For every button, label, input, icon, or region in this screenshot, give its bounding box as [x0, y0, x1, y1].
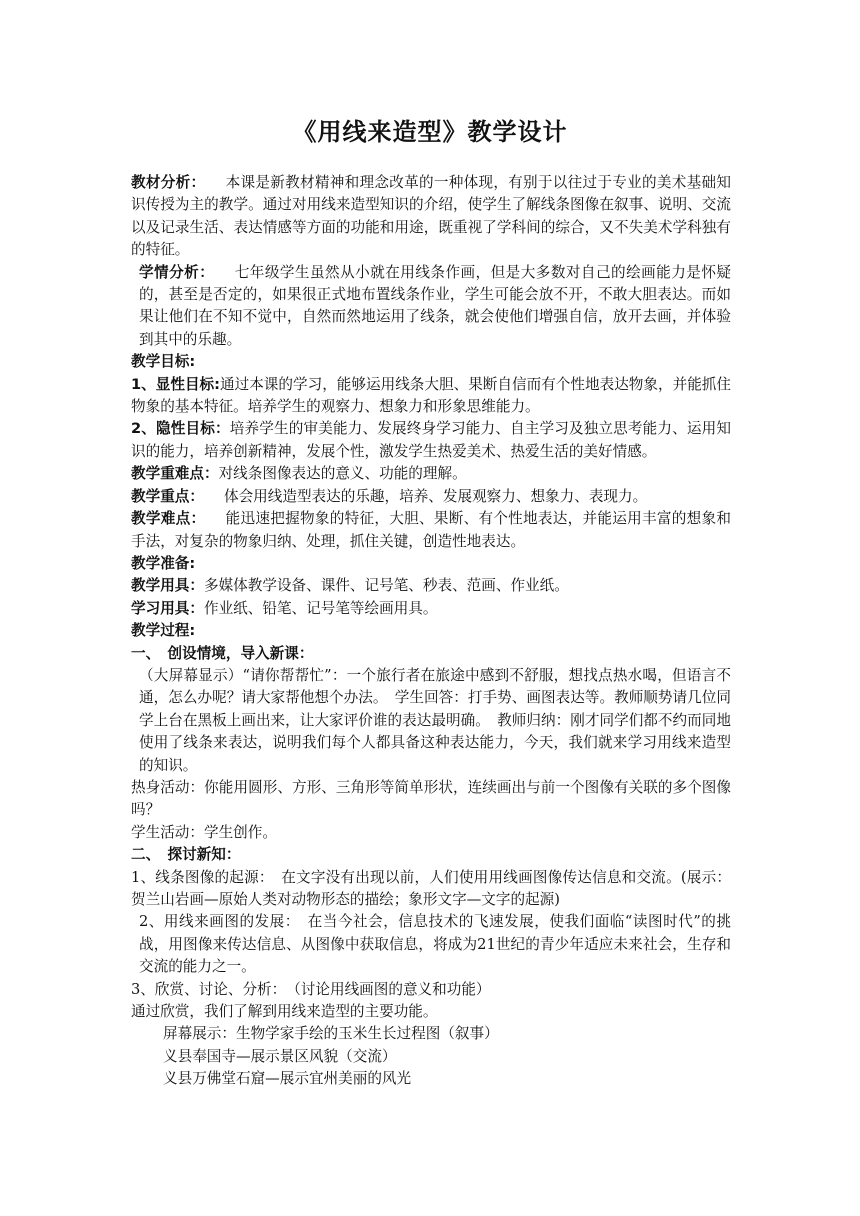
study-tools-text: 作业纸、铅笔、记号笔等绘画用具。 [203, 599, 438, 617]
student-activity: 学生活动：学生创作。 [131, 823, 277, 841]
analysis-paragraph [131, 172, 731, 262]
study-tools-label: 学习用具： [131, 599, 204, 617]
item-origin: 1、线条图像的起源： 在文字没有出现以前，人们使用用线画图像传达信息和交流。(展示：贺兰山岩画—原始人类对动物形态的描绘；象形文字—文字的起源) [131, 868, 731, 908]
key-difficult-text: 对线条图像表达的意义、功能的理解。 [218, 465, 467, 483]
difficult-paragraph [131, 508, 731, 553]
learner-text: 七年级学生虽然从小就在用线条作画，但是大多数对自己的绘画能力是怀疑的，甚至是否定的，如果很正式地布置线条作业，学生可能会放不开，不敢大胆表达。而如果让他们在不知不觉中，自然而然地运用了线条，就会使他们增强自信，放开去画，并体验到其中的乐趣。 [139, 263, 731, 348]
key-difficult-paragraph [131, 463, 731, 485]
teaching-tools [131, 575, 731, 597]
study-tools [131, 598, 731, 620]
learner-label: 学情分析： [139, 263, 215, 281]
analysis-text: 本课是新教材精神和理念改革的一种体现，有别于以往过于专业的美术基础知识传授为主的教学。通过对用线来造型知识的介绍，使学生了解线条图像在叙事、说明、交流以及记录生活、表达情感等方面的功能和用途，既重视了学科间的综合，又不失美术学科独有的特征。 [131, 174, 731, 259]
part1-text: （大屏幕显示）“请你帮帮忙”：一个旅行者在旅途中感到不舒服，想找点热水喝，但语言不通，怎么办呢？请大家帮他想个办法。 学生回答：打手势、画图表达等。教师顺势请几位同学上台在黑板上画出来，让大家评价谁的表达最明确。 教师归纳：刚才同学们都不约而同地使用了线条来表达，说明我们每个人都具备这种表达能力，今天，我们就来学习用线来造型的知识。 [139, 666, 731, 774]
implicit-goal [131, 418, 731, 463]
explicit-goal [131, 374, 731, 419]
key-paragraph [131, 486, 731, 508]
warmup-activity: 热身活动：你能用圆形、方形、三角形等简单形状，连续画出与前一个图像有关联的多个图像吗？ [131, 778, 731, 819]
difficult-text: 能迅速把握物象的特征，大胆、果断、有个性地表达，并能运用丰富的想象和手法，对复杂的物象归纳、处理，抓住关键，创造性地表达。 [131, 510, 731, 550]
document-body [131, 172, 731, 1091]
page-title: 《用线来造型》教学设计 [292, 118, 568, 146]
item-development: 2、用线来画图的发展： 在当今社会，信息技术的飞速发展，使我们面临“读图时代”的挑战，用图像来传达信息、从图像中获取信息，将成为21世纪的青少年适应未来社会，生存和交流的能力之一。 [139, 913, 731, 976]
part1-heading: 一、 创设情境，导入新课： [131, 644, 314, 662]
teaching-tools-label: 教学用具： [131, 577, 204, 595]
implicit-goal-text: 培养学生的审美能力、发展终身学习能力、自主学习及独立思考能力、运用知识的能力，培养创新精神，发展个性，激发学生热爱美术、热爱生活的美好情感。 [131, 420, 731, 460]
teaching-tools-text: 多媒体教学设备、课件、记号笔、秒表、范画、作业纸。 [203, 577, 569, 595]
difficult-label: 教学难点： [131, 510, 206, 528]
explicit-goal-text: 通过本课的学习，能够运用线条大胆、果断自信而有个性地表达物象，并能抓住物象的基本特征。培养学生的观察力、想象力和形象思维能力。 [131, 375, 731, 416]
item-appreciation-sub: 通过欣赏，我们了解到用线来造型的主要功能。 [131, 1003, 438, 1021]
show-item-3: 义县万佛堂石窟—展示宜州美丽的风光 [163, 1070, 412, 1088]
prep-heading: 教学准备: [131, 554, 196, 572]
analysis-label: 教材分析： [131, 174, 206, 191]
key-text: 体会用线造型表达的乐趣，培养、发展观察力、想象力、表现力。 [223, 487, 648, 505]
explicit-goal-label: 1、显性目标: [131, 375, 220, 393]
show-item-1: 屏幕展示：生物学家手绘的玉米生长过程图（叙事） [163, 1025, 499, 1043]
part2-heading: 二、 探讨新知： [131, 846, 241, 864]
goals-heading: 教学目标: [131, 353, 196, 371]
process-heading: 教学过程: [131, 622, 196, 640]
learner-paragraph [131, 262, 731, 352]
show-item-2: 义县奉国寺—展示景区风貌（交流） [163, 1047, 397, 1065]
implicit-goal-label: 2、隐性目标： [131, 420, 230, 438]
key-label: 教学重点： [131, 487, 204, 505]
key-difficult-label: 教学重难点： [131, 465, 219, 483]
item-appreciation: 3、欣赏、讨论、分析： （讨论用线画图的意义和功能） [131, 980, 491, 998]
